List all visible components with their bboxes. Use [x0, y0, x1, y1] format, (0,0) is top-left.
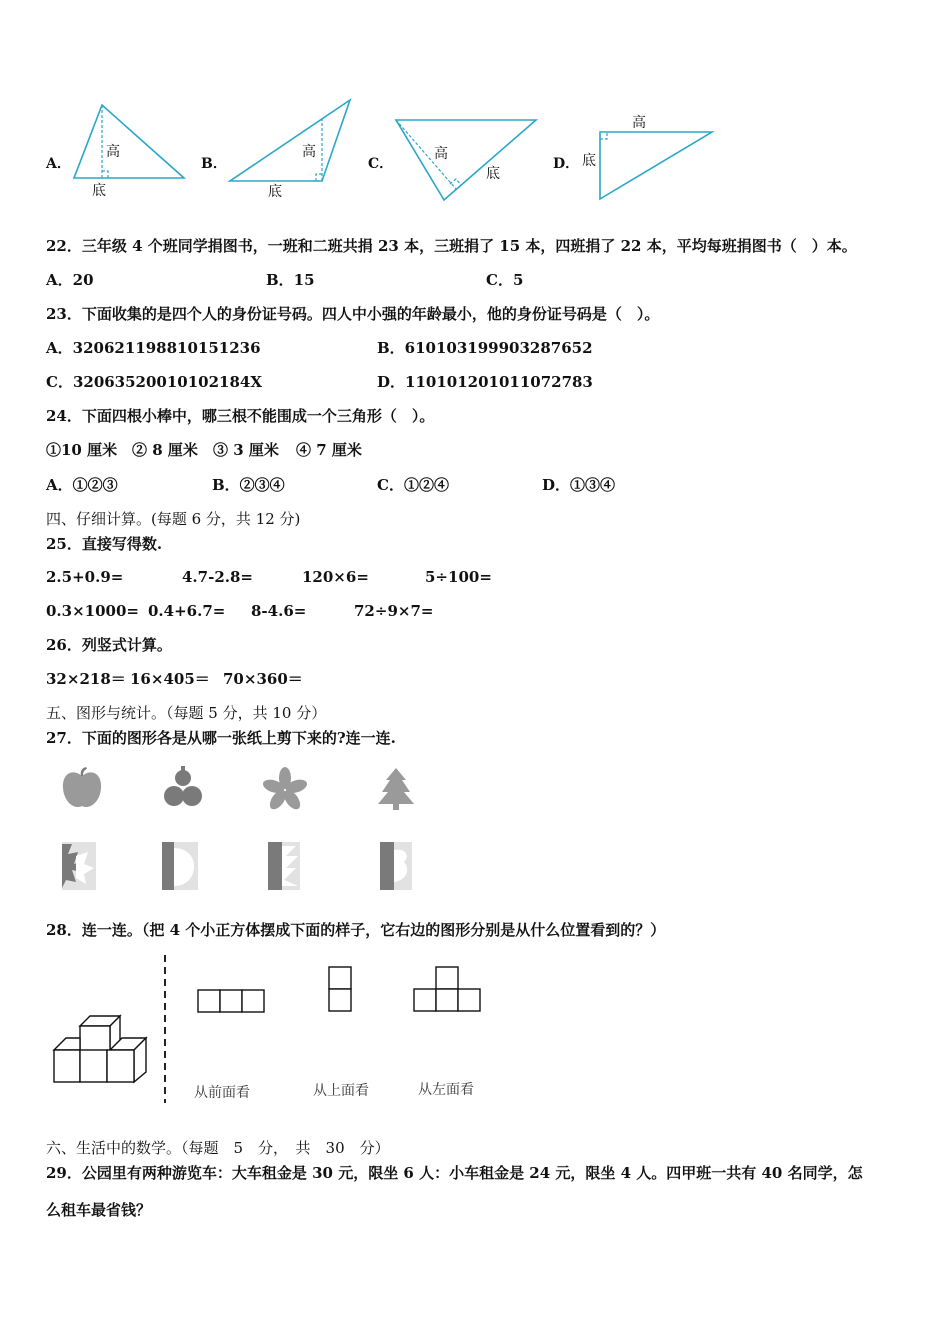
view-label-front[interactable]: 从前面看 [194, 1085, 250, 1101]
q23-stem: 23．下面收集的是四个人的身份证号码。四人中小强的年龄最小，他的身份证号码是（ ）。 [46, 305, 660, 323]
gourd-shape [163, 766, 203, 812]
triangle-c-height-label: 高 [434, 146, 448, 162]
section-5-heading: 五、图形与统计。（每题 5 分，共 10 分） [46, 704, 327, 722]
triangle-d-base-label: 底 [582, 153, 596, 169]
front-view-figure [196, 986, 268, 1016]
q24-option-d[interactable]: D．①③④ [542, 476, 616, 494]
q24-stick-3: ③ 3 厘米 [213, 441, 279, 459]
q25-r1-1: 2.5+0.9= [46, 568, 124, 586]
q24-stem: 24．下面四根小棒中，哪三根不能围成一个三角形（ ）。 [46, 407, 435, 425]
q21-option-b[interactable]: B． [201, 156, 227, 172]
triangle-b [226, 96, 356, 200]
q21-option-d[interactable]: D． [553, 156, 580, 172]
paper-1 [62, 842, 96, 890]
paper-3 [268, 842, 300, 890]
triangle-a [70, 100, 190, 200]
q24-stick-2: ② 8 厘米 [132, 441, 198, 459]
divider-dashed-line [162, 955, 168, 1105]
q24-option-b[interactable]: B．②③④ [212, 476, 285, 494]
q21-option-a[interactable]: A． [46, 156, 71, 172]
paper-4 [380, 842, 412, 890]
triangle-c-base-label: 底 [486, 166, 500, 182]
left-view-figure [412, 964, 484, 1016]
q29-line-1: 29．公园里有两种游览车：大车租金是 30 元，限坐 6 人：小车租金是 24 元，限坐 4 人。四甲班一共有 40 名同学，怎 [46, 1164, 863, 1182]
q26-item-2: 16×405＝ [130, 670, 210, 688]
q22-option-b[interactable]: B．15 [266, 271, 315, 289]
section-4-heading: 四、仔细计算。(每题 6 分，共 12 分) [46, 510, 301, 528]
q25-r2-3: 8-4.6= [251, 602, 307, 620]
q25-r1-2: 4.7-2.8= [182, 568, 253, 586]
top-view-figure [326, 964, 356, 1016]
view-label-left[interactable]: 从左面看 [418, 1082, 474, 1098]
q28-stem: 28．连一连。（把 4 个小正方体摆成下面的样子，它右边的图形分别是从什么位置看到的？） [46, 921, 666, 939]
flower-shape [262, 766, 308, 812]
q22-stem: 22．三年级 4 个班同学捐图书，一班和二班共捐 23 本，三班捐了 15 本，四班捐了 22 本，平均每班捐图书（ ）本。 [46, 237, 857, 255]
q21-option-c[interactable]: C． [368, 156, 394, 172]
q23-option-a[interactable]: A．320621198810151236 [46, 339, 261, 357]
q25-r2-2: 0.4+6.7= [148, 602, 226, 620]
q25-r1-4: 5÷100= [425, 568, 492, 586]
cube-stack [50, 1008, 160, 1088]
q24-option-a[interactable]: A．①②③ [46, 476, 118, 494]
q23-option-d[interactable]: D．110101201011072783 [377, 373, 593, 391]
q24-stick-1: ①10 厘米 [46, 441, 118, 459]
triangle-a-height-label: 高 [106, 144, 120, 160]
triangle-b-base-label: 底 [268, 184, 282, 200]
triangle-b-height-label: 高 [302, 144, 316, 160]
triangle-d-height-label: 高 [632, 115, 646, 131]
q29-line-2: 么租车最省钱？ [46, 1201, 152, 1219]
q27-stem: 27．下面的图形各是从哪一张纸上剪下来的?连一连. [46, 729, 396, 747]
q24-option-c[interactable]: C．①②④ [377, 476, 449, 494]
q25-r2-1: 0.3×1000= [46, 602, 139, 620]
q26-item-1: 32×218＝ [46, 670, 126, 688]
q23-option-c[interactable]: C．32063520010102184X [46, 373, 263, 391]
triangle-a-base-label: 底 [92, 183, 106, 199]
q24-stick-4: ④ 7 厘米 [296, 441, 362, 459]
q26-stem: 26．列竖式计算。 [46, 636, 172, 654]
tree-shape [376, 766, 416, 812]
q26-item-3: 70×360＝ [223, 670, 303, 688]
view-label-top[interactable]: 从上面看 [313, 1083, 369, 1099]
triangle-d [582, 110, 722, 205]
triangle-c [392, 116, 542, 206]
apple-shape [60, 766, 104, 812]
paper-2 [162, 842, 198, 890]
q25-r2-4: 72÷9×7= [354, 602, 434, 620]
q23-option-b[interactable]: B．610103199903287652 [377, 339, 593, 357]
q25-stem: 25．直接写得数. [46, 535, 163, 553]
q22-option-c[interactable]: C．5 [486, 271, 524, 289]
section-6-heading: 六、生活中的数学。（每题 5 分， 共 30 分） [46, 1139, 390, 1157]
q22-option-a[interactable]: A．20 [46, 271, 94, 289]
q25-r1-3: 120×6= [302, 568, 369, 586]
